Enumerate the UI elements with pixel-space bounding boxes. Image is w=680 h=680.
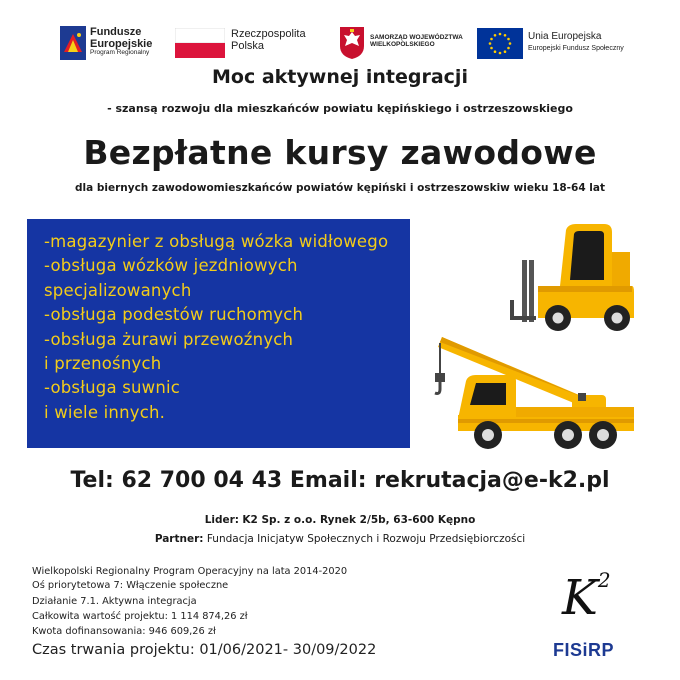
partner-line xyxy=(0,533,680,545)
program-line: Działanie 7.1. Aktywna integracja xyxy=(32,596,197,607)
course-item: i przenośnych xyxy=(44,354,162,374)
offer-headline: Bezpłatne kursy zawodowe xyxy=(83,133,597,172)
fisirp-logo: FISiRP xyxy=(553,640,615,660)
logo-rzeczpospolita xyxy=(174,26,319,62)
course-item: -magazynier z obsługą wózka widłowego xyxy=(44,232,389,251)
fe-line2: Europejskie xyxy=(90,37,153,50)
rp-line1: Rzeczpospolita xyxy=(231,28,306,40)
logo-samorzad-wielkopolski xyxy=(339,26,469,62)
k2-logo xyxy=(562,570,611,626)
logo-unia-europejska xyxy=(477,26,647,62)
poland-flag-icon xyxy=(175,28,225,58)
ue-line1: Unia Europejska xyxy=(528,31,602,42)
project-subtitle: - szansą rozwoju dla mieszkańców powiatu kępińskiego i ostrzeszowskiego xyxy=(107,102,573,115)
course-item: -obsługa suwnic xyxy=(44,378,181,398)
project-title: Moc aktywnej integracji xyxy=(212,66,468,88)
partner-label: Partner: xyxy=(154,533,204,545)
logo-fundusze-europejskie xyxy=(60,26,170,62)
eagle-shield-icon xyxy=(339,26,365,60)
program-line: Kwota dofinansowania: 946 609,26 zł xyxy=(32,626,216,637)
fe-flag-icon xyxy=(60,26,86,60)
program-line: Całkowita wartość projektu: 1 114 874,26 zł xyxy=(32,611,248,622)
leader-line xyxy=(0,514,680,526)
program-line: Oś priorytetowa 7: Włączenie społeczne xyxy=(32,580,229,591)
k2-letter: K xyxy=(562,570,598,626)
fe-line1: Fundusze xyxy=(90,26,142,38)
fe-line3: Program Regionalny xyxy=(90,49,150,57)
course-item: i wiele innych. xyxy=(44,402,166,422)
contact-line: Tel: 62 700 04 43 Email: rekrutacja@e-k2.pl xyxy=(70,468,610,493)
rp-line2: Polska xyxy=(231,39,265,52)
swk-line1: SAMORZĄD WOJEWÓDZTWA xyxy=(370,34,463,41)
eu-flag-icon xyxy=(477,28,523,59)
project-duration: Czas trwania projektu: 01/06/2021- 30/09/2022 xyxy=(32,642,377,658)
k2-superscript: 2 xyxy=(597,568,611,592)
course-item: -obsługa wózków jezdniowych xyxy=(44,256,298,276)
ue-line2: Europejski Fundusz Społeczny xyxy=(528,44,624,52)
crane-truck-icon xyxy=(422,315,640,457)
course-item: -obsługa podestów ruchomych xyxy=(44,305,304,325)
leader-value: K2 Sp. z o.o. Rynek 2/5b, 63-600 Kępno xyxy=(242,514,476,526)
program-line: Wielkopolski Regionalny Program Operacyjny na lata 2014-2020 xyxy=(32,566,348,577)
offer-audience: dla biernych zawodowomieszkańców powiatów kępiński i ostrzeszowskiw wieku 18-64 lat xyxy=(74,182,606,194)
leader-label: Lider: xyxy=(204,514,239,526)
course-item: specjalizowanych xyxy=(44,280,192,300)
partner-value: Fundacja Inicjatyw Społecznych i Rozwoju Przedsiębiorczości xyxy=(206,533,526,545)
swk-line2: WIELKOPOLSKIEGO xyxy=(370,40,435,48)
course-item: -obsługa żurawi przewoźnych xyxy=(44,329,294,349)
